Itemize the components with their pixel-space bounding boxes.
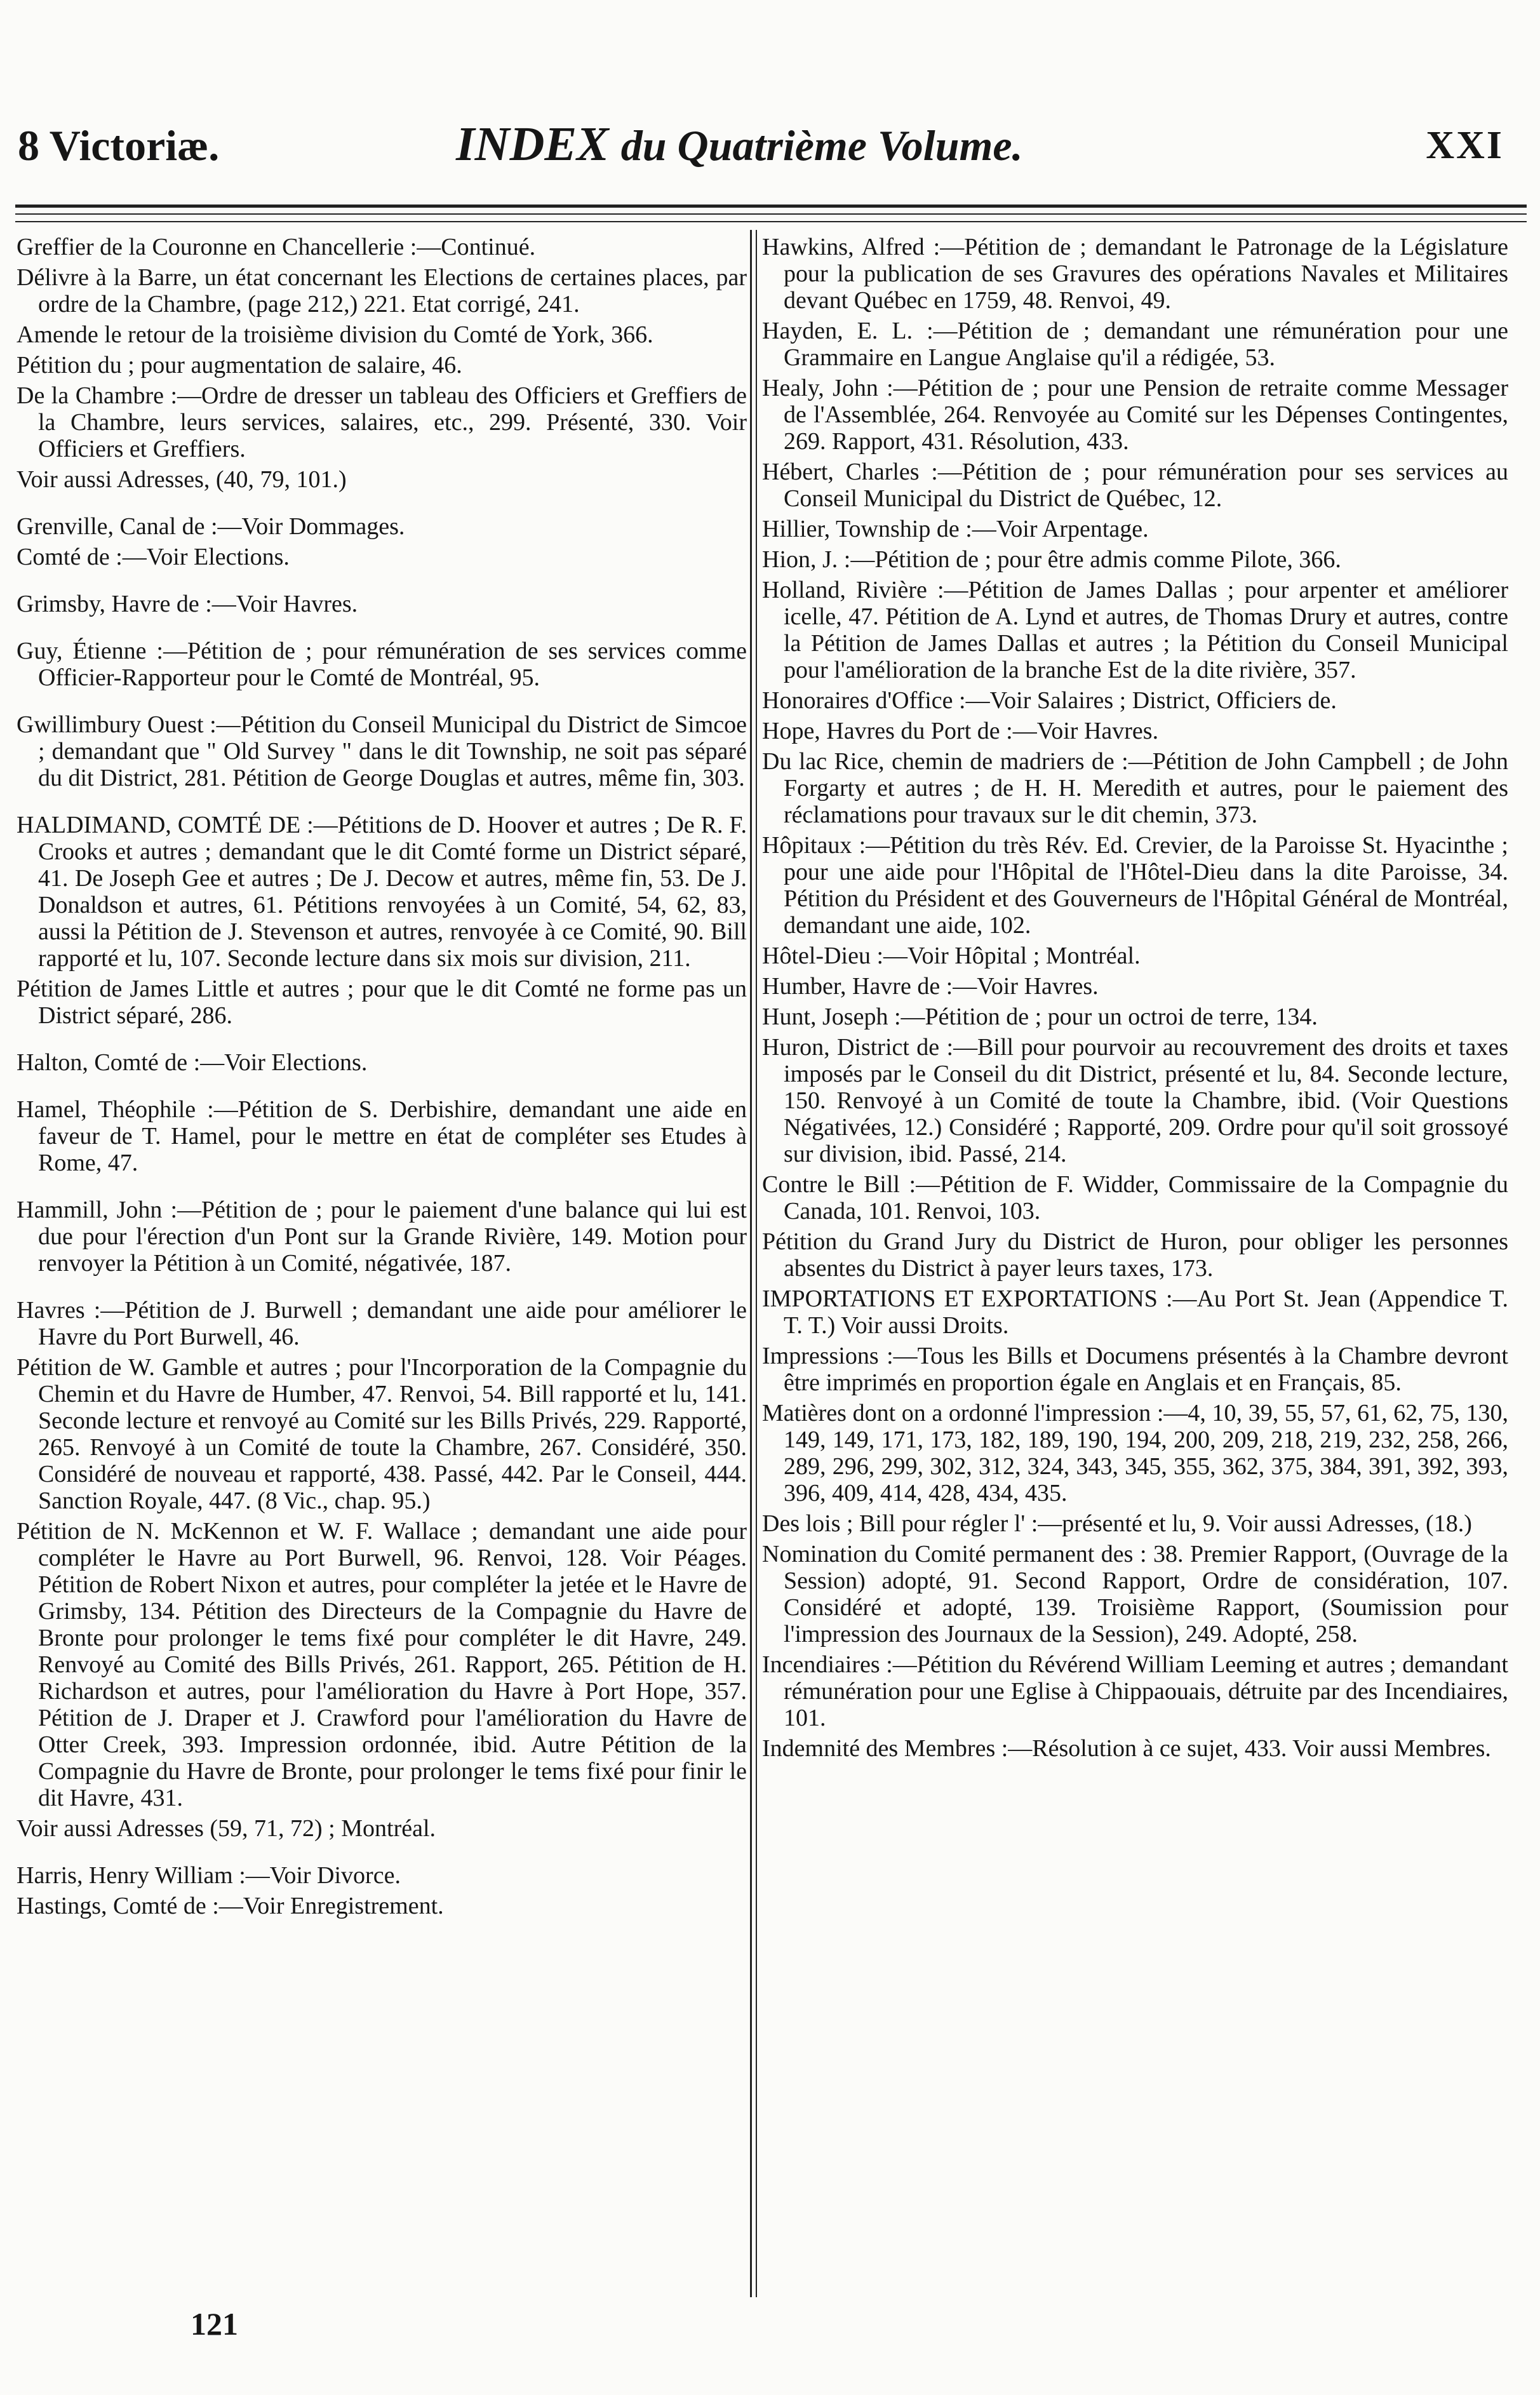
index-entry-major: HALDIMAND, COMTÉ DE :—Pétitions de D. Hoover et autres ; De R. F. Crooks et autres ; demandant que le dit Comté forme un District séparé, 41. De Joseph Gee et autres ; De J. Decow et autres, même fin, 53. De J. Donaldson et autres, 61. Pétitions renvoyées à un Comité, 54, 62, 83, aussi la Pétition de J. Stevenson et autres, renvoyée à ce Comité, 90. Bill rapporté et lu, 107. Seconde lecture dans six mois sur division, 211. [17, 812, 747, 972]
right-column [762, 234, 1508, 1766]
header-title [456, 117, 1023, 172]
index-entry: Hion, J. :—Pétition de ; pour être admis comme Pilote, 366. [762, 546, 1341, 573]
index-subentry: Pétition de W. Gamble et autres ; pour l'Incorporation de la Compagnie du Chemin et du Havre de Humber, 47. Renvoi, 54. Bill rapporté et lu, 141. Seconde lecture et renvoyé au Comité sur les Bills Privés, 229. Rapporté, 265. Renvoyé à un Comité de toute la Chambre, 267. Considéré, 350. Considéré de nouveau et rapporté, 438. Passé, 442. Par le Conseil, 444. Sanction Royale, 447. (8 Vic., chap. 95.) [17, 1354, 747, 1514]
index-entry: Hébert, Charles :—Pétition de ; pour rémunération pour ses services au Conseil Municipal du District de Québec, 12. [762, 459, 1508, 512]
index-subentry: Matières dont on a ordonné l'impression :—4, 10, 39, 55, 57, 61, 62, 75, 130, 149, 149, 171, 173, 182, 189, 190, 194, 200, 209, 218, 219, 232, 258, 266, 289, 296, 299, 302, 312, 324, 343, 345, 355, 362, 375, 384, 391, 392, 393, 396, 409, 414, 428, 434, 435. [762, 1400, 1508, 1506]
header-title-rest: du Quatrième Volume. [620, 121, 1023, 170]
index-entry: Holland, Rivière :—Pétition de James Dallas ; pour arpenter et améliorer icelle, 47. Pétition de A. Lynd et autres, de Thomas Drury et autres, contre la Pétition de James Dallas et autres ; la Pétition du Conseil Municipal pour l'amélioration de la branche Est de la dite rivière, 357. [762, 577, 1508, 683]
index-entry: Incendiaires :—Pétition du Révérend William Leeming et autres ; demandant rémunération pour une Eglise à Chippaouais, détruite par des Incendiaires, 101. [762, 1651, 1508, 1731]
index-entry: Hunt, Joseph :—Pétition de ; pour un octroi de terre, 134. [762, 1003, 1318, 1030]
index-subentry: Du lac Rice, chemin de madriers de :—Pétition de John Campbell ; de John Forgarty et autres ; de H. H. Meredith et autres, pour le paiement des réclamations pour travaux sur le dit chemin, 373. [762, 748, 1508, 828]
index-entry: Gwillimbury Ouest :—Pétition du Conseil Municipal du District de Simcoe ; demandant que " Old Survey " dans le dit Township, ne soit pas séparé du dit District, 281. Pétition de George Douglas et autres, même fin, 303. [17, 711, 747, 791]
index-entry: Hamel, Théophile :—Pétition de S. Derbishire, demandant une aide en faveur de T. Hamel, pour le mettre en état de compléter ses Etudes à Rome, 47. [17, 1096, 747, 1176]
index-entry: Humber, Havre de :—Voir Havres. [762, 973, 1099, 1000]
index-subentry: Voir aussi Adresses, (40, 79, 101.) [17, 466, 347, 493]
index-entry: Grenville, Canal de :—Voir Dommages. [17, 513, 405, 540]
index-entry: Halton, Comté de :—Voir Elections. [17, 1049, 368, 1076]
index-entry: Hastings, Comté de :—Voir Enregistrement. [17, 1893, 444, 1919]
index-entry: Hammill, John :—Pétition de ; pour le paiement d'une balance qui lui est due pour l'érection d'un Pont sur la Grande Rivière, 149. Motion pour renvoyer la Pétition à un Comité, négativée, 187. [17, 1197, 747, 1277]
index-entry: Hope, Havres du Port de :—Voir Havres. [762, 718, 1159, 744]
index-subentry: Des lois ; Bill pour régler l' :—présenté et lu, 9. Voir aussi Adresses, (18.) [762, 1510, 1472, 1537]
index-entry: Hawkins, Alfred :—Pétition de ; demandant le Patronage de la Législature pour la publication de ses Gravures des opérations Navales et Militaires devant Québec en 1759, 48. Renvoi, 49. [762, 234, 1508, 314]
index-subentry: Contre le Bill :—Pétition de F. Widder, Commissaire de la Compagnie du Canada, 101. Renvoi, 103. [762, 1171, 1508, 1224]
index-subentry: Nomination du Comité permanent des : 38. Premier Rapport, (Ouvrage de la Session) adopté, 91. Second Rapport, Ordre de considération, 107. Considéré et adopté, 139. Troisième Rapport, (Soumission pour l'impression des Journaux de la Session), 249. Adopté, 258. [762, 1541, 1508, 1647]
index-entry: Hayden, E. L. :—Pétition de ; demandant une rémunération pour une Grammaire en Langue Anglaise qu'il a rédigée, 53. [762, 318, 1508, 371]
index-subentry: Voir aussi Adresses (59, 71, 72) ; Montréal. [17, 1815, 436, 1842]
header-title-main: INDEX [456, 117, 609, 171]
index-entry: Hôtel-Dieu :—Voir Hôpital ; Montréal. [762, 943, 1141, 969]
index-entry: Guy, Étienne :—Pétition de ; pour rémunération de ses services comme Officier-Rapporteur pour le Comté de Montréal, 95. [17, 638, 747, 691]
index-entry: Huron, District de :—Bill pour pourvoir au recouvrement des droits et taxes imposés par le Conseil du dit District, présenté et lu, 84. Seconde lecture, 150. Renvoyé à un Comité de toute la Chambre, ibid. (Voir Questions Négativées, 12.) Considéré ; Rapporté, 209. Ordre pour qu'il soit grossoyé sur division, ibid. Passé, 214. [762, 1034, 1508, 1167]
column-divider [750, 230, 752, 2297]
index-subentry: Comté de :—Voir Elections. [17, 544, 290, 570]
header-rule [15, 205, 1527, 208]
index-subentry: Pétition de N. McKennon et W. F. Wallace ; demandant une aide pour compléter le Havre au Port Burwell, 96. Renvoi, 128. Voir Péages. Pétition de Robert Nixon et autres, pour compléter la jetée et le Havre de Grimsby, 134. Pétition des Directeurs de la Compagnie du Havre de Bronte pour prolonger le tems fixé pour compléter le dit Havre, 249. Renvoyé au Comité des Bills Privés, 261. Rapport, 265. Pétition de H. Richardson et autres, pour l'amélioration du Havre à Port Hope, 357. Pétition de J. Draper et J. Crawford pour l'amélioration du Havre de Otter Creek, 393. Impression ordonnée, ibid. Autre Pétition de la Compagnie du Havre de Bronte, pour prolonger le tems fixé pour finir le dit Havre, 431. [17, 1518, 747, 1811]
header-rule [15, 213, 1527, 215]
index-entry: Indemnité des Membres :—Résolution à ce sujet, 433. Voir aussi Membres. [762, 1735, 1491, 1762]
index-entry-major: IMPORTATIONS ET EXPORTATIONS :—Au Port St. Jean (Appendice T. T. T.) Voir aussi Droits. [762, 1285, 1508, 1339]
index-entry: Havres :—Pétition de J. Burwell ; demandant une aide pour améliorer le Havre du Port Burwell, 46. [17, 1297, 747, 1350]
index-entry: Impressions :—Tous les Bills et Documens présentés à la Chambre devront être imprimés en proportion égale en Anglais et en Français, 85. [762, 1343, 1508, 1396]
index-subentry: Pétition du ; pour augmentation de salaire, 46. [17, 352, 462, 379]
index-entry: Hôpitaux :—Pétition du très Rév. Ed. Crevier, de la Paroisse St. Hyacinthe ; pour une aide pour l'Hôpital de l'Hôtel-Dieu dans la dite Paroisse, 34. Pétition du Président et des Gouverneurs de l'Hôpital Général de Montréal, demandant une aide, 102. [762, 832, 1508, 939]
column-divider [756, 230, 757, 2297]
header-roman-page: XXI [1426, 124, 1504, 167]
index-entry: Harris, Henry William :—Voir Divorce. [17, 1862, 401, 1889]
page-number: 121 [191, 2306, 238, 2342]
index-subentry: Délivre à la Barre, un état concernant les Elections de certaines places, par ordre de la Chambre, (page 212,) 221. Etat corrigé, 241. [17, 264, 747, 318]
index-subentry: Pétition de James Little et autres ; pour que le dit Comté ne forme pas un District séparé, 286. [17, 976, 747, 1029]
index-entry: Greffier de la Couronne en Chancellerie :—Continué. [17, 234, 536, 260]
page-header [18, 117, 1504, 191]
index-subentry: Pétition du Grand Jury du District de Huron, pour obliger les personnes absentes du District à payer leurs taxes, 173. [762, 1228, 1508, 1282]
index-entry: Grimsby, Havre de :—Voir Havres. [17, 591, 358, 617]
index-entry: Healy, John :—Pétition de ; pour une Pension de retraite comme Messager de l'Assemblée, 264. Renvoyée au Comité sur les Dépenses Contingentes, 269. Rapport, 431. Résolution, 433. [762, 375, 1508, 455]
index-entry: Honoraires d'Office :—Voir Salaires ; District, Officiers de. [762, 687, 1337, 714]
header-rule [15, 221, 1527, 222]
header-volume: 8 Victoriæ. [18, 121, 220, 170]
index-entry: Hillier, Township de :—Voir Arpentage. [762, 516, 1149, 542]
left-column [17, 234, 747, 1940]
index-subentry: De la Chambre :—Ordre de dresser un tableau des Officiers et Greffiers de la Chambre, leurs services, salaires, etc., 299. Présenté, 330. Voir Officiers et Greffiers. [17, 382, 747, 462]
index-subentry: Amende le retour de la troisième division du Comté de York, 366. [17, 321, 653, 348]
